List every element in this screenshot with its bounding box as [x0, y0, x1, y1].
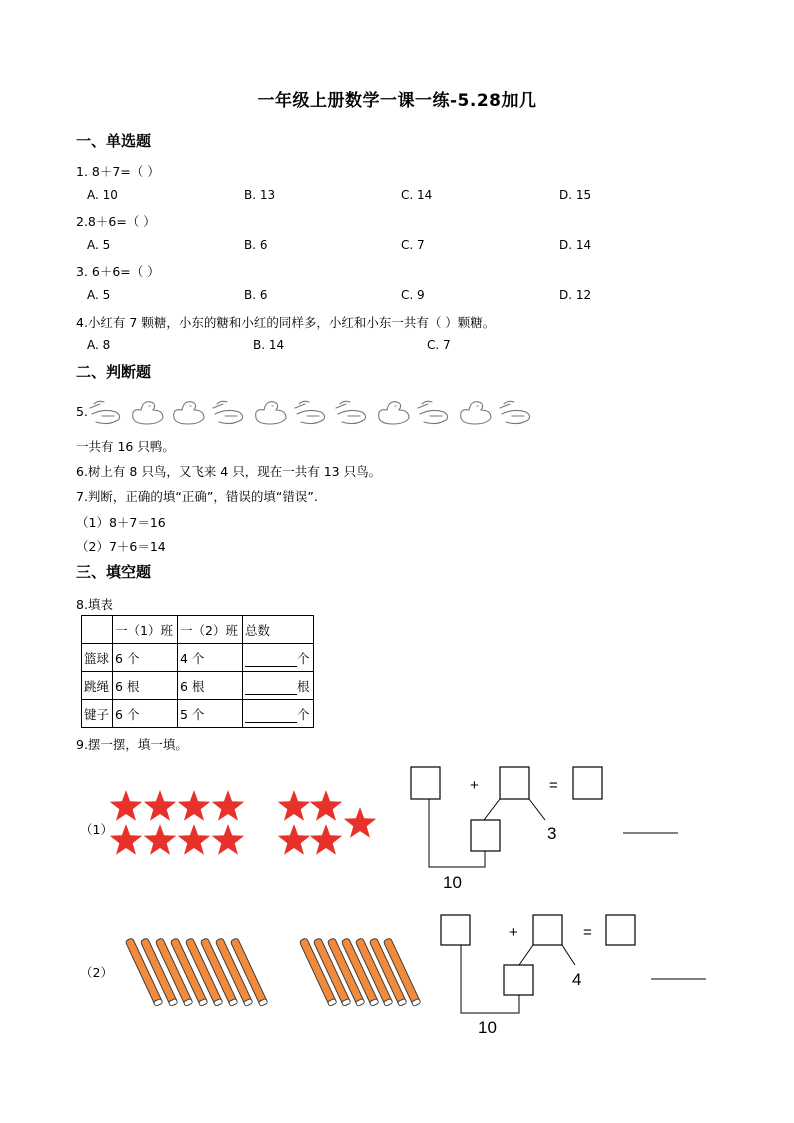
star-icon	[344, 807, 376, 838]
question-1-option-c[interactable]: C. 14	[401, 188, 433, 202]
star-icon	[310, 824, 342, 855]
duck-icon	[418, 401, 448, 423]
question-1-option-a[interactable]: A. 10	[87, 188, 118, 202]
answer-blank[interactable]	[245, 708, 297, 723]
split-line-right	[562, 945, 575, 965]
unit-label: 根	[297, 678, 310, 694]
table-row	[82, 672, 314, 700]
split-box[interactable]	[504, 965, 533, 995]
table-header-cell: 一（1）班	[113, 616, 178, 644]
part-2-label: （2）	[80, 965, 113, 980]
split-line-left	[484, 799, 500, 820]
split-number: 3	[547, 824, 557, 843]
duck-icon	[133, 402, 163, 424]
duck-icon	[461, 402, 491, 424]
duck-icon	[336, 401, 366, 423]
star-icon	[278, 824, 310, 855]
ten-label: 10	[443, 873, 462, 892]
question-7-item-2: （2）7＋6＝14	[76, 539, 166, 554]
star-icon	[178, 790, 210, 821]
answer-blank[interactable]	[245, 680, 297, 695]
question-4-option-c[interactable]: C. 7	[427, 338, 451, 352]
star-icon	[110, 790, 142, 821]
star-icon	[144, 790, 176, 821]
duck-icon	[90, 401, 120, 423]
table-cell: 6 个	[113, 644, 178, 672]
question-2-option-c[interactable]: C. 7	[401, 238, 425, 252]
table-row	[82, 644, 314, 672]
question-9-stem: 9.摆一摆，填一填。	[76, 737, 188, 752]
question-7-item-1: （1）8＋7＝16	[76, 515, 166, 530]
table-header-cell	[82, 616, 113, 644]
plus-sign: +	[509, 924, 518, 941]
table-cell: 4 个	[178, 644, 243, 672]
table-cell-item: 篮球	[82, 644, 113, 672]
answer-blank[interactable]	[245, 652, 297, 667]
sticks-illustration	[122, 936, 422, 1010]
split-number: 4	[572, 970, 582, 989]
question-8-stem: 8.填表	[76, 597, 113, 612]
stars-illustration	[108, 788, 380, 862]
unit-label: 个	[297, 706, 310, 722]
addend-box-1[interactable]	[441, 915, 470, 945]
question-2-option-b[interactable]: B. 6	[244, 238, 268, 252]
star-icon	[144, 824, 176, 855]
plus-sign: +	[470, 777, 479, 794]
question-4-stem: 4.小红有 7 颗糖，小东的糖和小红的同样多，小红和小东一共有（ ）颗糖。	[76, 315, 496, 330]
make-ten-diagram-2	[435, 905, 725, 1041]
equals-sign: =	[549, 777, 558, 794]
ducks-illustration	[88, 394, 544, 428]
star-icon	[110, 824, 142, 855]
table-cell: 5 个	[178, 700, 243, 728]
section-fill-blank: 三、填空题	[76, 563, 152, 581]
duck-icon	[379, 402, 409, 424]
star-icon	[278, 790, 310, 821]
question-2-option-d[interactable]: D. 14	[559, 238, 592, 252]
question-1-stem: 1. 8＋7=（ ）	[76, 164, 160, 179]
question-5-statement: 一共有 16 只鸭。	[76, 439, 175, 454]
question-2-stem: 2.8＋6=（ ）	[76, 214, 156, 229]
question-1-option-d[interactable]: D. 15	[559, 188, 592, 202]
sum-box[interactable]	[606, 915, 635, 945]
total-cell	[243, 672, 314, 700]
split-line-left	[519, 945, 533, 965]
table-cell: 6 根	[178, 672, 243, 700]
addend-box-2[interactable]	[500, 767, 529, 799]
table-header-row	[82, 616, 314, 644]
ten-label: 10	[478, 1018, 497, 1037]
duck-icon	[295, 401, 325, 423]
question-5-number: 5.	[76, 404, 88, 419]
question-3-stem: 3. 6＋6=（ ）	[76, 264, 160, 279]
duck-icon	[213, 401, 243, 423]
star-icon	[212, 824, 244, 855]
section-true-false: 二、判断题	[76, 363, 152, 381]
section-single-choice: 一、单选题	[76, 132, 152, 150]
addend-box-1[interactable]	[411, 767, 440, 799]
question-4-option-a[interactable]: A. 8	[87, 338, 111, 352]
duck-icon	[174, 402, 204, 424]
question-1-option-b[interactable]: B. 13	[244, 188, 276, 202]
table-header-cell: 一（2）班	[178, 616, 243, 644]
question-3-option-d[interactable]: D. 12	[559, 288, 592, 302]
part-1-label: （1）	[80, 822, 113, 837]
table-cell-item: 跳绳	[82, 672, 113, 700]
question-4-option-b[interactable]: B. 14	[253, 338, 285, 352]
table-cell: 6 个	[113, 700, 178, 728]
page-title: 一年级上册数学一课一练-5.28加几	[257, 91, 537, 111]
total-cell	[243, 700, 314, 728]
star-icon	[310, 790, 342, 821]
unit-label: 个	[297, 650, 310, 666]
table-row	[82, 700, 314, 728]
addend-box-2[interactable]	[533, 915, 562, 945]
split-box[interactable]	[471, 820, 500, 851]
duck-icon	[256, 402, 286, 424]
question-2-option-a[interactable]: A. 5	[87, 238, 111, 252]
table-header-cell: 总数	[243, 616, 314, 644]
question-6-statement: 6.树上有 8 只鸟，又飞来 4 只，现在一共有 13 只鸟。	[76, 464, 382, 479]
star-icon	[212, 790, 244, 821]
split-line-right	[529, 799, 545, 820]
question-3-option-c[interactable]: C. 9	[401, 288, 425, 302]
sum-box[interactable]	[573, 767, 602, 799]
make-ten-diagram-1	[405, 760, 695, 896]
equals-sign: =	[583, 924, 592, 941]
question-3-option-b[interactable]: B. 6	[244, 288, 268, 302]
question-3-option-a[interactable]: A. 5	[87, 288, 111, 302]
table-cell: 6 根	[113, 672, 178, 700]
question-7-stem: 7.判断，正确的填“正确”，错误的填“错误”.	[76, 489, 318, 504]
fill-table	[81, 615, 314, 728]
total-cell	[243, 644, 314, 672]
star-icon	[178, 824, 210, 855]
table-cell-item: 键子	[82, 700, 113, 728]
duck-icon	[500, 401, 530, 423]
